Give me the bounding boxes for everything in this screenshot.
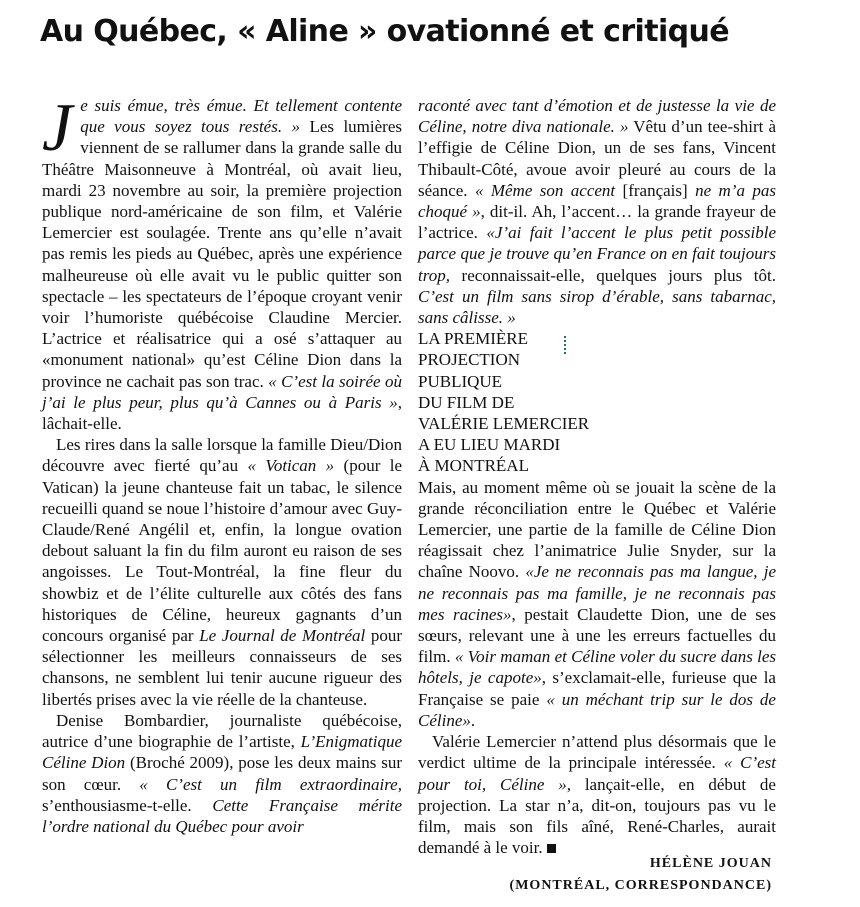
paragraph: Valérie Lemercier n’attend plus désormais que le verdict ultime de la principale intéressée. « C’est pour toi, Céline », lançait-elle, en début de projection. La star n’a, dit-on, toujours pas vu le film, mais son fils aîné, René-Charles, aurait demandé à le voir.: [418, 732, 777, 858]
left-column: [42, 89, 402, 837]
end-mark-icon: [547, 844, 556, 853]
headline: Au Québec, « Aline » ovationné et critiqué: [40, 14, 729, 49]
byline: [510, 853, 772, 897]
right-column: raconté avec tant d’émotion et de justesse la vie de Céline, notre diva nationale. » Vêtu d’un tee-shirt à l’effigie de Céline Dion, un de ses fans, Vincent Thibault-Côté, avoue avoir pleuré au cours de la séance. « Même son accent [français] ne m’a pas choqué », dit-il. Ah, l’accent… la grande frayeur de l’actrice. «J’ai fait l’accent le plus petit possible parce que je trouve qu’en France on en fait toujours trop, reconnaissait-elle, quelques jours plus tôt. C’est un film sans sirop d’érable, sans tabarnac, sans câlisse. » LA PREMIÈRE PROJECTION PUBLIQUE DU FILM DE VALÉRIE LEMERCIER A EU LIEU MARDI À MONTRÉAL Mais, au moment même où se jouait la scène de la grande réconciliation entre le Québec et Valérie Lemercier, une partie de la famille de Céline Dion réagissait chez l’animatrice Julie Snyder, sur la chaîne Noovo. «Je ne reconnais pas ma langue, je ne reconnais pas ma famille, je ne reconnais pas mes racines», pestait Claudette Dion, une de ses sœurs, relevant une à une les erreurs factuelles du film. « Voir maman et Céline voler du sucre dans les hôtels, je capote», s’exclamait-elle, furieuse que la Française se paie « un méchant trip sur le dos de Céline». Valérie Lemercier n’attend plus désormais que le verdict ultime de la principale intéressée. « C’est pour toi, Céline », lançait-elle, en début de projection. La star n’a, dit-on, toujours pas vu le film, mais son fils aîné, René-Charles, aurait demandé à le voir.: [418, 96, 777, 858]
byline-location: (MONTRÉAL, CORRESPONDANCE): [509, 878, 772, 893]
byline-author: HÉLÈNE JOUAN: [649, 856, 772, 871]
paragraph: raconté avec tant d’émotion et de justesse la vie de Céline, notre diva nationale. » Vêtu d’un tee-shirt à l’effigie de Céline Dion, un de ses fans, Vincent Thibault-Côté, avoue avoir pleuré au cours de la séance. « Même son accent [français] ne m’a pas choqué », dit-il. Ah, l’accent… la grande frayeur de l’actrice. «J’ai fait l’accent le plus petit possible parce que je trouve qu’en France on en fait toujours trop, reconnaissait-elle, quelques jours plus tôt. C’est un film sans sirop d’érable, sans tabarnac, sans câlisse. »: [418, 96, 776, 328]
paragraph: Denise Bombardier, journaliste québécoise, autrice d’une biographie de l’artiste, L’Enigmatique Céline Dion (Broché 2009), pose les deux mains sur son cœur. « C’est un film extraordinaire, s’enthousiasme-t-elle. Cette Française mérite l’ordre national du Québec pour avoir: [42, 710, 402, 836]
paragraph: Je suis émue, très émue. Et tellement contente que vous soyez tous restés. » Les lumières viennent de se rallumer dans la grande salle du Théâtre Maisonneuve à Montréal, où avait lieu, mardi 23 novembre au soir, la première projection publique nord-américaine de son film, et Valérie Lemercier est soulagée. Trente ans qu’elle n’avait pas remis les pieds au Québec, après une expérience malheureuse où elle avait vu le public quitter son spectacle – les spectateurs de l’époque croyant venir voir l’humoriste québécoise Claudine Mercier. L’actrice et réalisatrice qui a osé s’attaquer au «monument national» qu’est Céline Dion dans la province ne cachait pas son trac. « C’est la soirée où j’ai le plus peur, plus qu’à Cannes ou à Paris », lâchait-elle.: [42, 89, 402, 434]
drop-cap: J: [42, 89, 73, 165]
pull-quote: [564, 336, 776, 354]
paragraph: Les rires dans la salle lorsque la famille Dieu/Dion découvre avec fierté qu’au « Votican » (pour le Vatican) la jeune chanteuse fait un tabac, le silence recueilli quand se noue l’histoire d’amour avec Guy-Claude/René Angélil et, enfin, la longue ovation debout saluant la fin du film auront eu raison de ses angoisses. Le Tout-Montréal, la fine fleur du showbiz et de l’élite culturelle aux côtés des fans historiques de Céline, heureux gagnants d’un concours organisé par Le Journal de Montréal pour sélectionner les meilleurs connaisseurs de ses chansons, ne semblent lui tenir aucune rigueur des libertés prises avec la vie réelle de la chanteuse.: [42, 435, 402, 709]
